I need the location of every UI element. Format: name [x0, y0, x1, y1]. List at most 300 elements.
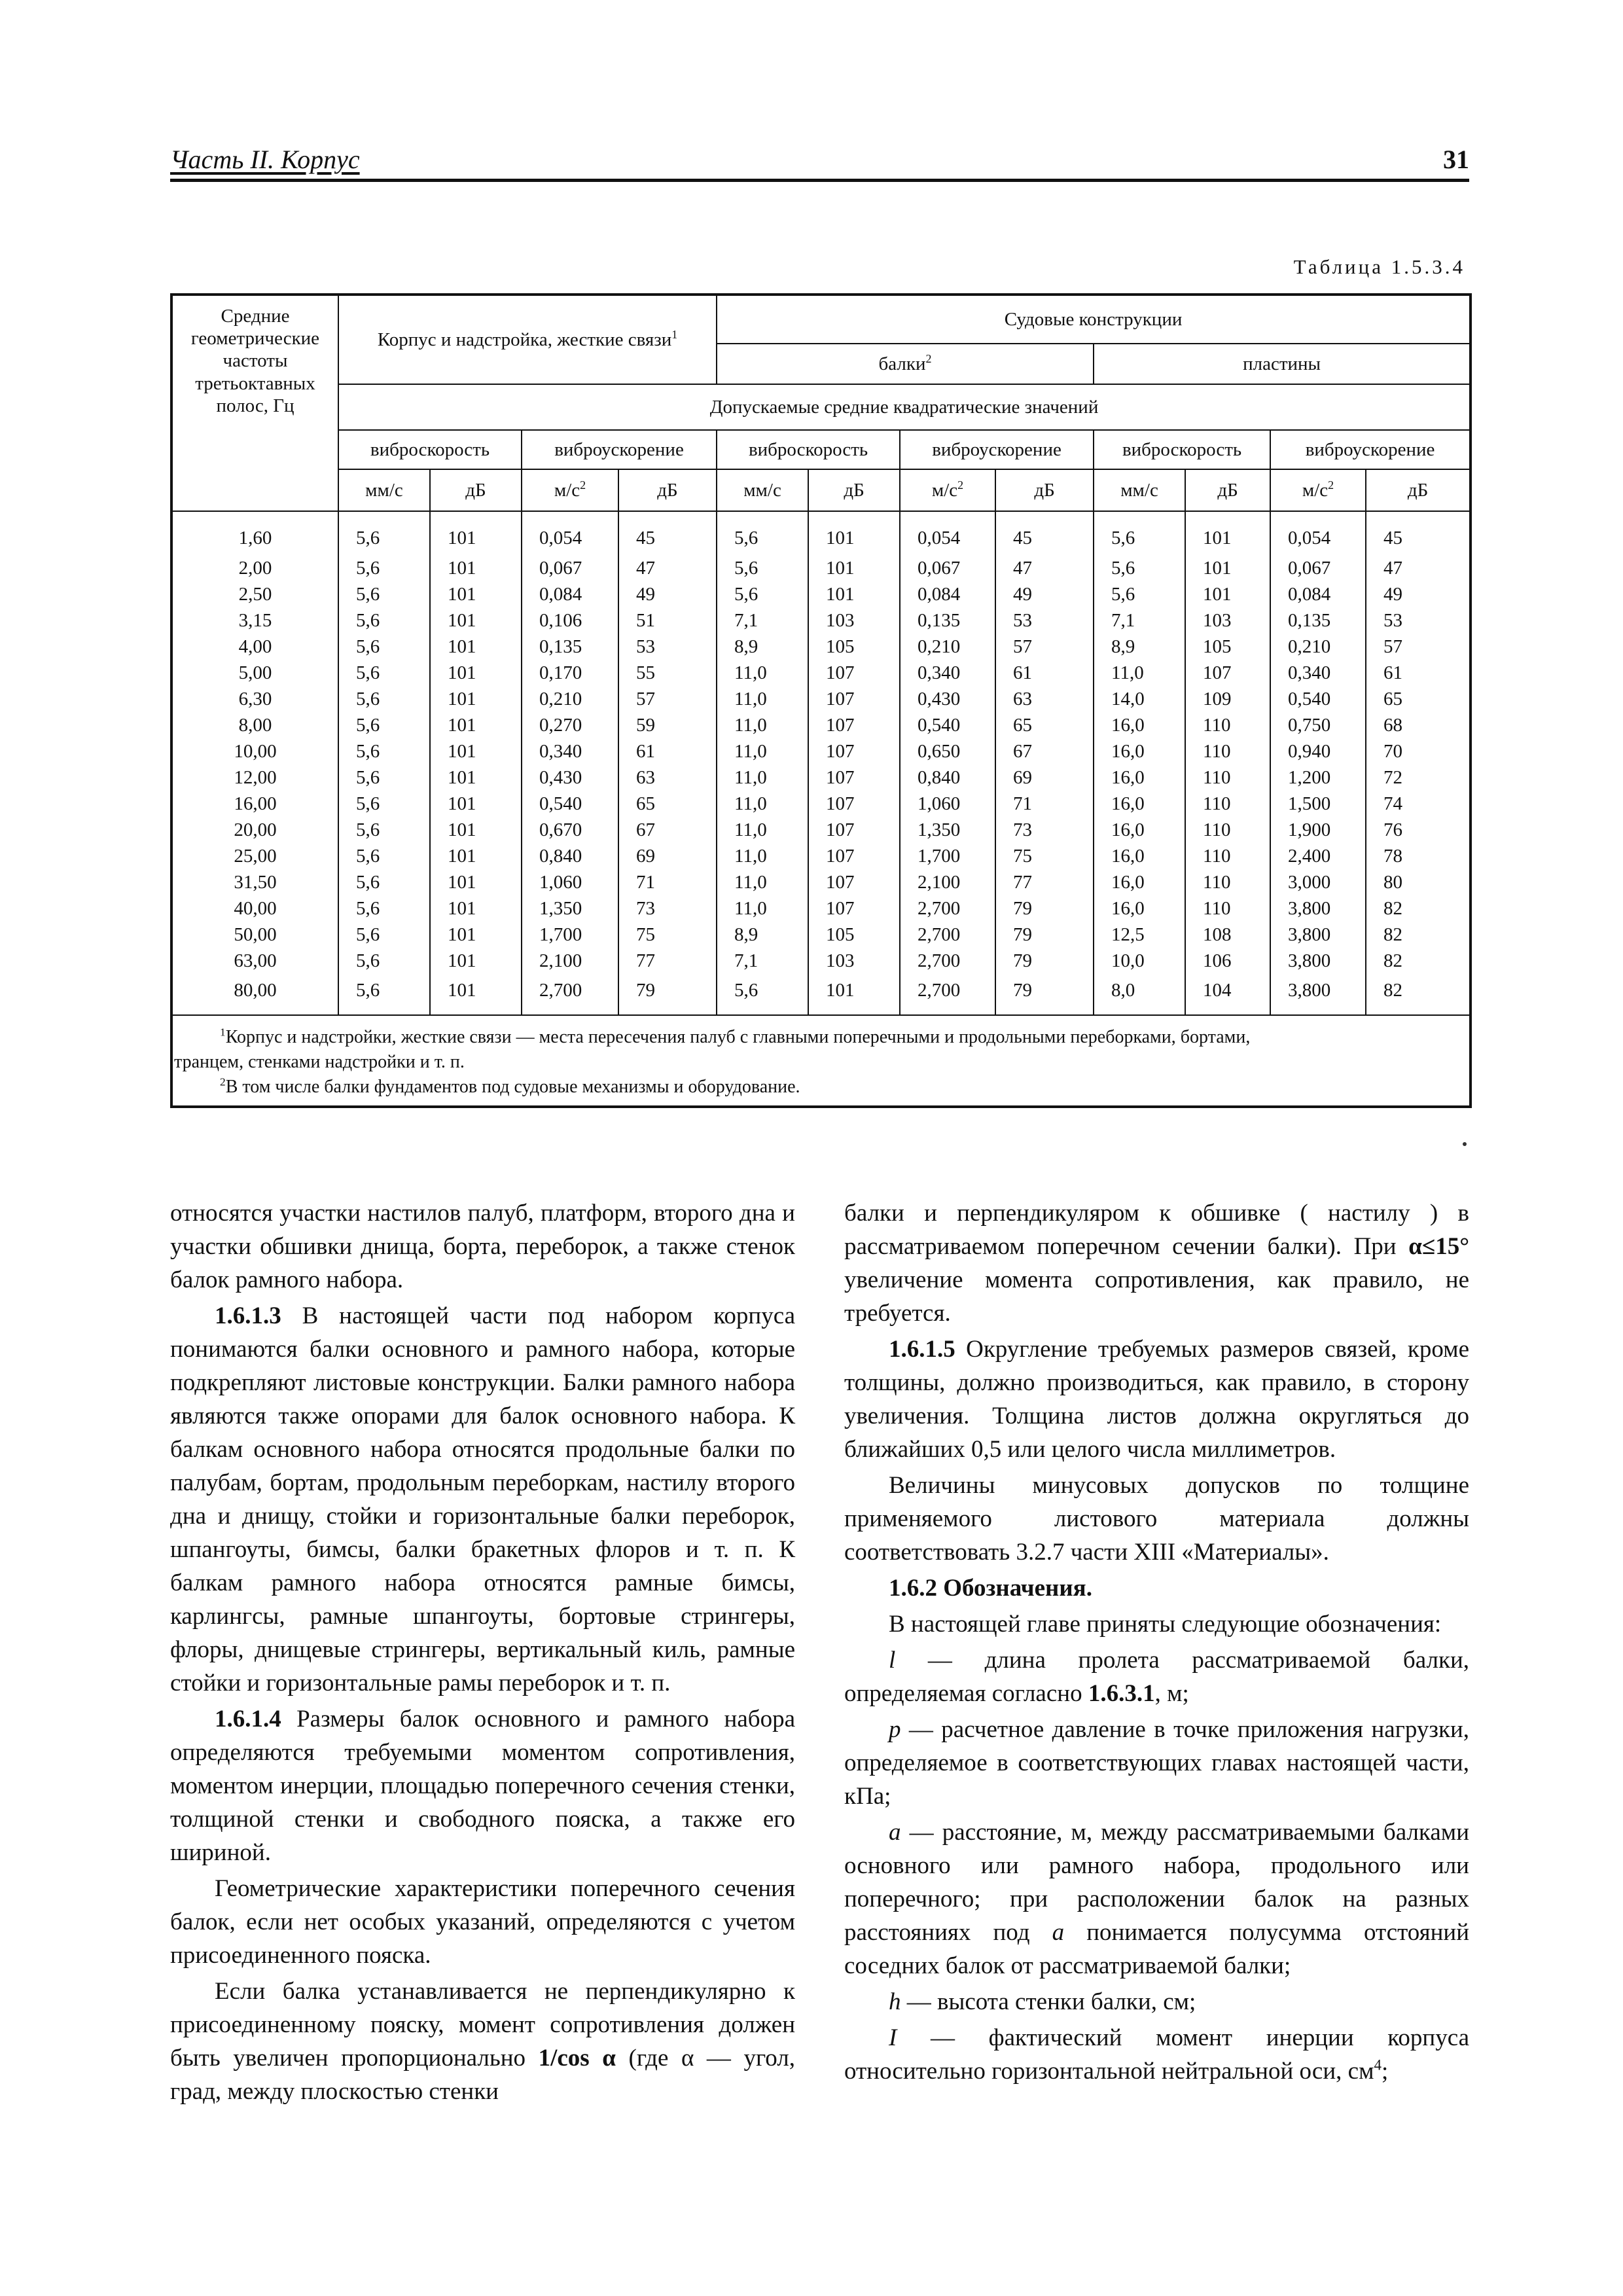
value-cell: 0,750	[1270, 712, 1366, 738]
value-cell: 16,0	[1094, 869, 1185, 895]
value-cell: 65	[1366, 686, 1471, 712]
value-cell: 14,0	[1094, 686, 1185, 712]
value-cell: 101	[808, 581, 900, 607]
definition-h: h — высота стенки балки, см;	[889, 1988, 1196, 2016]
value-cell: 101	[430, 738, 522, 764]
value-cell: 71	[618, 869, 717, 895]
value-cell: 106	[1185, 948, 1270, 974]
value-cell: 65	[995, 712, 1094, 738]
value-cell: 101	[1185, 555, 1270, 581]
value-cell: 53	[995, 607, 1094, 634]
value-cell: 1,200	[1270, 764, 1366, 791]
value-cell: 101	[430, 843, 522, 869]
value-cell: 2,700	[900, 948, 995, 974]
value-cell: 101	[1185, 581, 1270, 607]
unit-db: дБ	[808, 469, 900, 511]
frequency-cell: 8,00	[171, 712, 338, 738]
value-cell: 105	[1185, 634, 1270, 660]
table-row	[171, 764, 1471, 791]
value-cell: 107	[808, 686, 900, 712]
value-cell: 79	[995, 922, 1094, 948]
value-cell: 16,0	[1094, 817, 1185, 843]
unit-ms2: $м/с^2$	[1270, 469, 1366, 511]
value-cell: 5,6	[338, 922, 430, 948]
frequency-cell: 80,00	[171, 974, 338, 1015]
paragraph: Если балка устанавливается не перпендикулярно к присоединенному пояску, момент сопротивления должен быть увеличен пропорционально 1/cos α (где α — угол, град, между плоскостью стенки	[170, 1978, 795, 2106]
table-row	[171, 791, 1471, 817]
value-cell: 0,540	[900, 712, 995, 738]
table-row	[171, 948, 1471, 974]
value-cell: 101	[430, 791, 522, 817]
value-cell: 5,6	[338, 869, 430, 895]
value-cell: 0,170	[522, 660, 618, 686]
value-cell: 0,054	[522, 511, 618, 555]
value-cell: 2,100	[522, 948, 618, 974]
frequency-cell: 50,00	[171, 922, 338, 948]
value-cell: 67	[618, 817, 717, 843]
beams-accel-header: виброускорение	[900, 430, 1094, 469]
value-cell: 5,6	[338, 895, 430, 922]
section-number: 1.6.1.3	[215, 1302, 281, 1330]
paragraph: относятся участки настилов палуб, платформ, второго дна и участки обшивки днища, борта, переборок, а также стенок балок рамного набора.	[170, 1200, 795, 1294]
value-cell: 79	[618, 974, 717, 1015]
part-title: Часть II. Корпус	[170, 145, 360, 174]
value-cell: 77	[995, 869, 1094, 895]
table-row	[171, 607, 1471, 634]
body-text	[170, 1196, 1469, 2111]
value-cell: 5,6	[717, 511, 808, 555]
value-cell: 47	[618, 555, 717, 581]
value-cell: 11,0	[717, 843, 808, 869]
plates-header: пластины	[1094, 344, 1471, 384]
value-cell: 5,6	[338, 843, 430, 869]
paragraph: Геометрические характеристики поперечного сечения балок, если нет особых указаний, определяются с учетом присоединенного пояска.	[170, 1875, 795, 1969]
value-cell: 2,400	[1270, 843, 1366, 869]
value-cell: 49	[995, 581, 1094, 607]
value-cell: 8,0	[1094, 974, 1185, 1015]
value-cell: 109	[1185, 686, 1270, 712]
value-cell: 0,067	[900, 555, 995, 581]
value-cell: 73	[618, 895, 717, 922]
value-cell: 0,067	[1270, 555, 1366, 581]
value-cell: 1,060	[900, 791, 995, 817]
value-cell: 61	[618, 738, 717, 764]
value-cell: 11,0	[717, 895, 808, 922]
value-cell: 16,0	[1094, 764, 1185, 791]
unit-ms2: $м/с^2$	[900, 469, 995, 511]
frequency-cell: 12,00	[171, 764, 338, 791]
unit-db: дБ	[430, 469, 522, 511]
value-cell: 82	[1366, 922, 1471, 948]
value-cell: 0,430	[522, 764, 618, 791]
value-cell: 5,6	[1094, 511, 1185, 555]
value-cell: 0,340	[522, 738, 618, 764]
table-row	[171, 974, 1471, 1015]
value-cell: 77	[618, 948, 717, 974]
value-cell: 101	[430, 869, 522, 895]
vibration-table	[170, 293, 1472, 1108]
beams-velocity-header: виброскорость	[717, 430, 900, 469]
value-cell: 0,270	[522, 712, 618, 738]
value-cell: 0,650	[900, 738, 995, 764]
plates-velocity-header: виброскорость	[1094, 430, 1270, 469]
value-cell: 3,800	[1270, 922, 1366, 948]
value-cell: 0,054	[1270, 511, 1366, 555]
value-cell: 53	[618, 634, 717, 660]
value-cell: 1,350	[900, 817, 995, 843]
table-row	[171, 712, 1471, 738]
value-cell: 101	[430, 817, 522, 843]
paragraph: 1.6.1.3 В настоящей части под набором корпуса понимаются балки основного и рамного набора, которые подкрепляют листовые конструкции. Балки рамного набора являются также опорами для балок основного набора. К балкам основного набора относятся продольные балки по палубам, бортам, продольным переборкам, настилу второго дна и днищу, стойки и горизонтальные балки переборок, шпангоуты, бимсы, балки бракетных флоров и т. п. К балкам рамного набора относятся рамные бимсы, карлингсы, рамные шпангоуты, бортовые стрингеры, флоры, днищевые стрингеры, вертикальный киль, рамные стойки и горизонтальные рамы переборок и т. п.	[170, 1302, 795, 1697]
value-cell: 5,6	[338, 555, 430, 581]
hull-group-header: Корпус и надстройка, жесткие связи$^1$	[338, 295, 717, 384]
value-cell: 47	[1366, 555, 1471, 581]
value-cell: 3,800	[1270, 895, 1366, 922]
frequency-cell: 20,00	[171, 817, 338, 843]
value-cell: 110	[1185, 738, 1270, 764]
value-cell: 103	[1185, 607, 1270, 634]
value-cell: 11,0	[717, 660, 808, 686]
unit-db: дБ	[618, 469, 717, 511]
value-cell: 5,6	[338, 686, 430, 712]
value-cell: 68	[1366, 712, 1471, 738]
value-cell: 0,540	[1270, 686, 1366, 712]
frequency-cell: 2,00	[171, 555, 338, 581]
value-cell: 110	[1185, 791, 1270, 817]
right-column	[844, 1196, 1469, 2111]
value-cell: 82	[1366, 895, 1471, 922]
unit-ms2: $м/с^2$	[522, 469, 618, 511]
value-cell: 79	[995, 948, 1094, 974]
value-cell: 5,6	[338, 607, 430, 634]
value-cell: 2,700	[522, 974, 618, 1015]
formula: 1/cos α	[538, 2045, 616, 2072]
value-cell: 5,6	[338, 634, 430, 660]
table-row	[171, 922, 1471, 948]
value-cell: 7,1	[1094, 607, 1185, 634]
value-cell: 1,060	[522, 869, 618, 895]
frequency-cell: 10,00	[171, 738, 338, 764]
table-row	[171, 511, 1471, 555]
unit-db: дБ	[995, 469, 1094, 511]
value-cell: 11,0	[717, 712, 808, 738]
frequency-cell: 40,00	[171, 895, 338, 922]
value-cell: 5,6	[1094, 581, 1185, 607]
value-cell: 72	[1366, 764, 1471, 791]
value-cell: 10,0	[1094, 948, 1185, 974]
value-cell: 0,840	[522, 843, 618, 869]
value-cell: 1,700	[522, 922, 618, 948]
value-cell: 101	[430, 511, 522, 555]
value-cell: 5,6	[338, 581, 430, 607]
definition-l: l — длина пролета рассматриваемой балки, определяемая согласно 1.6.3.1, м;	[844, 1647, 1469, 1708]
value-cell: 45	[618, 511, 717, 555]
paragraph: 1.6.1.4 Размеры балок основного и рамного набора определяются требуемыми моментом сопротивления, моментом инерции, площадью поперечного сечения стенки, толщиной стенки и свободного пояска, а также его шириной.	[170, 1706, 795, 1867]
value-cell: 107	[808, 712, 900, 738]
value-cell: 71	[995, 791, 1094, 817]
value-cell: 5,6	[338, 817, 430, 843]
definition-a: a — расстояние, м, между рассматриваемыми балками основного или рамного набора, продольного или поперечного; при расположении балок на разных расстояниях под a понимается полусумма отстояний соседних балок от рассматриваемой балки;	[844, 1819, 1469, 1980]
value-cell: 0,084	[900, 581, 995, 607]
value-cell: 5,6	[338, 764, 430, 791]
running-head	[170, 141, 1469, 182]
value-cell: 110	[1185, 712, 1270, 738]
value-cell: 75	[995, 843, 1094, 869]
beams-header: балки$^2$	[717, 344, 1094, 384]
value-cell: 5,6	[338, 948, 430, 974]
value-cell: 101	[430, 712, 522, 738]
value-cell: 45	[995, 511, 1094, 555]
value-cell: 101	[808, 974, 900, 1015]
value-cell: 103	[808, 948, 900, 974]
value-cell: 0,135	[1270, 607, 1366, 634]
value-cell: 101	[430, 660, 522, 686]
value-cell: 0,054	[900, 511, 995, 555]
value-cell: 1,900	[1270, 817, 1366, 843]
unit-mms: мм/с	[1094, 469, 1185, 511]
value-cell: 101	[430, 948, 522, 974]
value-cell: 3,000	[1270, 869, 1366, 895]
value-cell: 74	[1366, 791, 1471, 817]
frequency-cell: 6,30	[171, 686, 338, 712]
frequency-cell: 4,00	[171, 634, 338, 660]
value-cell: 51	[618, 607, 717, 634]
freq-column-header: Средние геометрические частоты третьоктавных полос, Гц	[171, 295, 338, 511]
value-cell: 107	[808, 843, 900, 869]
value-cell: 61	[1366, 660, 1471, 686]
paragraph: В настоящей главе приняты следующие обозначения:	[889, 1611, 1442, 1638]
value-cell: 0,340	[1270, 660, 1366, 686]
left-column	[170, 1196, 795, 2111]
table-row	[171, 555, 1471, 581]
value-cell: 11,0	[717, 764, 808, 791]
frequency-cell: 16,00	[171, 791, 338, 817]
value-cell: 0,067	[522, 555, 618, 581]
value-cell: 101	[430, 764, 522, 791]
value-cell: 1,700	[900, 843, 995, 869]
value-cell: 75	[618, 922, 717, 948]
value-cell: 110	[1185, 895, 1270, 922]
value-cell: 5,6	[338, 712, 430, 738]
table-body	[171, 511, 1471, 1015]
value-cell: 16,0	[1094, 712, 1185, 738]
value-cell: 0,135	[900, 607, 995, 634]
value-cell: 8,9	[717, 922, 808, 948]
value-cell: 57	[1366, 634, 1471, 660]
value-cell: 5,6	[338, 791, 430, 817]
value-cell: 101	[430, 634, 522, 660]
value-cell: 101	[1185, 511, 1270, 555]
value-cell: 107	[808, 817, 900, 843]
value-cell: 103	[808, 607, 900, 634]
section-number: 1.6.1.4	[215, 1706, 281, 1733]
frequency-cell: 63,00	[171, 948, 338, 974]
definition-i: I — фактический момент инерции корпуса относительно горизонтальной нейтральной оси, $см^4$;	[844, 2024, 1469, 2085]
value-cell: 73	[995, 817, 1094, 843]
value-cell: 0,084	[522, 581, 618, 607]
paragraph: Величины минусовых допусков по толщине применяемого листового материала должны соответствовать 3.2.7 части XIII «Материалы».	[844, 1472, 1469, 1566]
value-cell: 8,9	[1094, 634, 1185, 660]
value-cell: 104	[1185, 974, 1270, 1015]
value-cell: 110	[1185, 764, 1270, 791]
document-page	[170, 141, 1469, 2111]
section-number: 1.6.1.5	[889, 1336, 955, 1363]
table-row	[171, 817, 1471, 843]
value-cell: 16,0	[1094, 791, 1185, 817]
value-cell: 11,0	[717, 738, 808, 764]
hull-velocity-header: виброскорость	[338, 430, 522, 469]
value-cell: 57	[995, 634, 1094, 660]
value-cell: 2,100	[900, 869, 995, 895]
value-cell: 0,210	[900, 634, 995, 660]
value-cell: 0,210	[1270, 634, 1366, 660]
value-cell: 0,135	[522, 634, 618, 660]
frequency-cell: 31,50	[171, 869, 338, 895]
value-cell: 1,350	[522, 895, 618, 922]
value-cell: 0,340	[900, 660, 995, 686]
table-row	[171, 738, 1471, 764]
frequency-cell: 3,15	[171, 607, 338, 634]
table-row	[171, 660, 1471, 686]
value-cell: 82	[1366, 974, 1471, 1015]
value-cell: 101	[430, 555, 522, 581]
value-cell: 105	[808, 634, 900, 660]
value-cell: 101	[808, 555, 900, 581]
value-cell: 101	[430, 922, 522, 948]
note-1: $^1$Корпус и надстройки, жесткие связи — места пересечения палуб с главными поперечными и продольными переборками, бортами,	[220, 1026, 1251, 1047]
value-cell: 0,084	[1270, 581, 1366, 607]
value-cell: 45	[1366, 511, 1471, 555]
paragraph: балки и перпендикуляром к обшивке ( настилу ) в рассматриваемом поперечном сечении балки). При α≤15° увеличение момента сопротивления, как правило, не требуется.	[844, 1200, 1469, 1327]
value-cell: 65	[618, 791, 717, 817]
scan-speck	[1463, 1142, 1467, 1146]
value-cell: 5,6	[717, 974, 808, 1015]
value-cell: 7,1	[717, 948, 808, 974]
frequency-cell: 25,00	[171, 843, 338, 869]
value-cell: 79	[995, 895, 1094, 922]
table-label: Таблица 1.5.3.4	[1293, 255, 1465, 278]
value-cell: 78	[1366, 843, 1471, 869]
value-cell: 3,800	[1270, 974, 1366, 1015]
note-1-continued: транцем, стенками надстройки и т. п.	[174, 1051, 465, 1072]
value-cell: 69	[618, 843, 717, 869]
value-cell: 2,700	[900, 974, 995, 1015]
value-cell: 101	[430, 974, 522, 1015]
value-cell: 2,700	[900, 895, 995, 922]
value-cell: 12,5	[1094, 922, 1185, 948]
value-cell: 69	[995, 764, 1094, 791]
value-cell: 55	[618, 660, 717, 686]
unit-mms: мм/с	[338, 469, 430, 511]
value-cell: 0,210	[522, 686, 618, 712]
value-cell: 1,500	[1270, 791, 1366, 817]
value-cell: 76	[1366, 817, 1471, 843]
value-cell: 2,700	[900, 922, 995, 948]
table-row	[171, 869, 1471, 895]
page-number: 31	[1443, 145, 1469, 174]
value-cell: 107	[808, 791, 900, 817]
value-cell: 79	[995, 974, 1094, 1015]
unit-mms: мм/с	[717, 469, 808, 511]
unit-db: дБ	[1185, 469, 1270, 511]
value-cell: 107	[808, 895, 900, 922]
value-cell: 11,0	[717, 869, 808, 895]
value-cell: 67	[995, 738, 1094, 764]
ship-structures-header: Судовые конструкции	[717, 295, 1471, 344]
value-cell: 110	[1185, 817, 1270, 843]
note-2: $^2$В том числе балки фундаментов под судовые механизмы и оборудование.	[220, 1075, 800, 1097]
table-row	[171, 895, 1471, 922]
frequency-cell: 1,60	[171, 511, 338, 555]
formula: α≤15°	[1408, 1233, 1469, 1261]
value-cell: 53	[1366, 607, 1471, 634]
value-cell: 49	[618, 581, 717, 607]
value-cell: 5,6	[717, 581, 808, 607]
definition-p: p — расчетное давление в точке приложения нагрузки, определяемое в соответствующих главах настоящей части, кПа;	[844, 1716, 1469, 1810]
value-cell: 61	[995, 660, 1094, 686]
value-cell: 101	[430, 686, 522, 712]
permissible-values-header: Допускаемые средние квадратические значений	[338, 384, 1471, 430]
value-cell: 59	[618, 712, 717, 738]
value-cell: 80	[1366, 869, 1471, 895]
value-cell: 101	[430, 581, 522, 607]
value-cell: 108	[1185, 922, 1270, 948]
value-cell: 107	[808, 660, 900, 686]
value-cell: 107	[808, 869, 900, 895]
value-cell: 82	[1366, 948, 1471, 974]
value-cell: 11,0	[1094, 660, 1185, 686]
hull-accel-header: виброускорение	[522, 430, 717, 469]
value-cell: 11,0	[717, 817, 808, 843]
value-cell: 5,6	[717, 555, 808, 581]
value-cell: 5,6	[338, 738, 430, 764]
frequency-cell: 5,00	[171, 660, 338, 686]
value-cell: 0,670	[522, 817, 618, 843]
value-cell: 11,0	[717, 686, 808, 712]
table-row	[171, 686, 1471, 712]
value-cell: 0,840	[900, 764, 995, 791]
value-cell: 105	[808, 922, 900, 948]
value-cell: 7,1	[717, 607, 808, 634]
value-cell: 107	[808, 764, 900, 791]
value-cell: 5,6	[338, 660, 430, 686]
value-cell: 0,940	[1270, 738, 1366, 764]
value-cell: 110	[1185, 843, 1270, 869]
paragraph: 1.6.1.5 Округление требуемых размеров связей, кроме толщины, должно производиться, как правило, в сторону увеличения. Толщина листов должна округляться до ближайших 0,5 или целого числа миллиметров.	[844, 1336, 1469, 1463]
table-row	[171, 634, 1471, 660]
value-cell: 63	[995, 686, 1094, 712]
table-row	[171, 843, 1471, 869]
value-cell: 107	[808, 738, 900, 764]
value-cell: 101	[430, 895, 522, 922]
value-cell: 16,0	[1094, 895, 1185, 922]
frequency-cell: 2,50	[171, 581, 338, 607]
value-cell: 107	[1185, 660, 1270, 686]
value-cell: 0,430	[900, 686, 995, 712]
table-notes	[171, 1015, 1471, 1107]
value-cell: 57	[618, 686, 717, 712]
value-cell: 70	[1366, 738, 1471, 764]
value-cell: 5,6	[338, 974, 430, 1015]
value-cell: 110	[1185, 869, 1270, 895]
section-heading: 1.6.2 Обозначения.	[889, 1575, 1092, 1602]
value-cell: 16,0	[1094, 738, 1185, 764]
table-row	[171, 581, 1471, 607]
value-cell: 5,6	[338, 511, 430, 555]
value-cell: 11,0	[717, 791, 808, 817]
value-cell: 49	[1366, 581, 1471, 607]
value-cell: 47	[995, 555, 1094, 581]
